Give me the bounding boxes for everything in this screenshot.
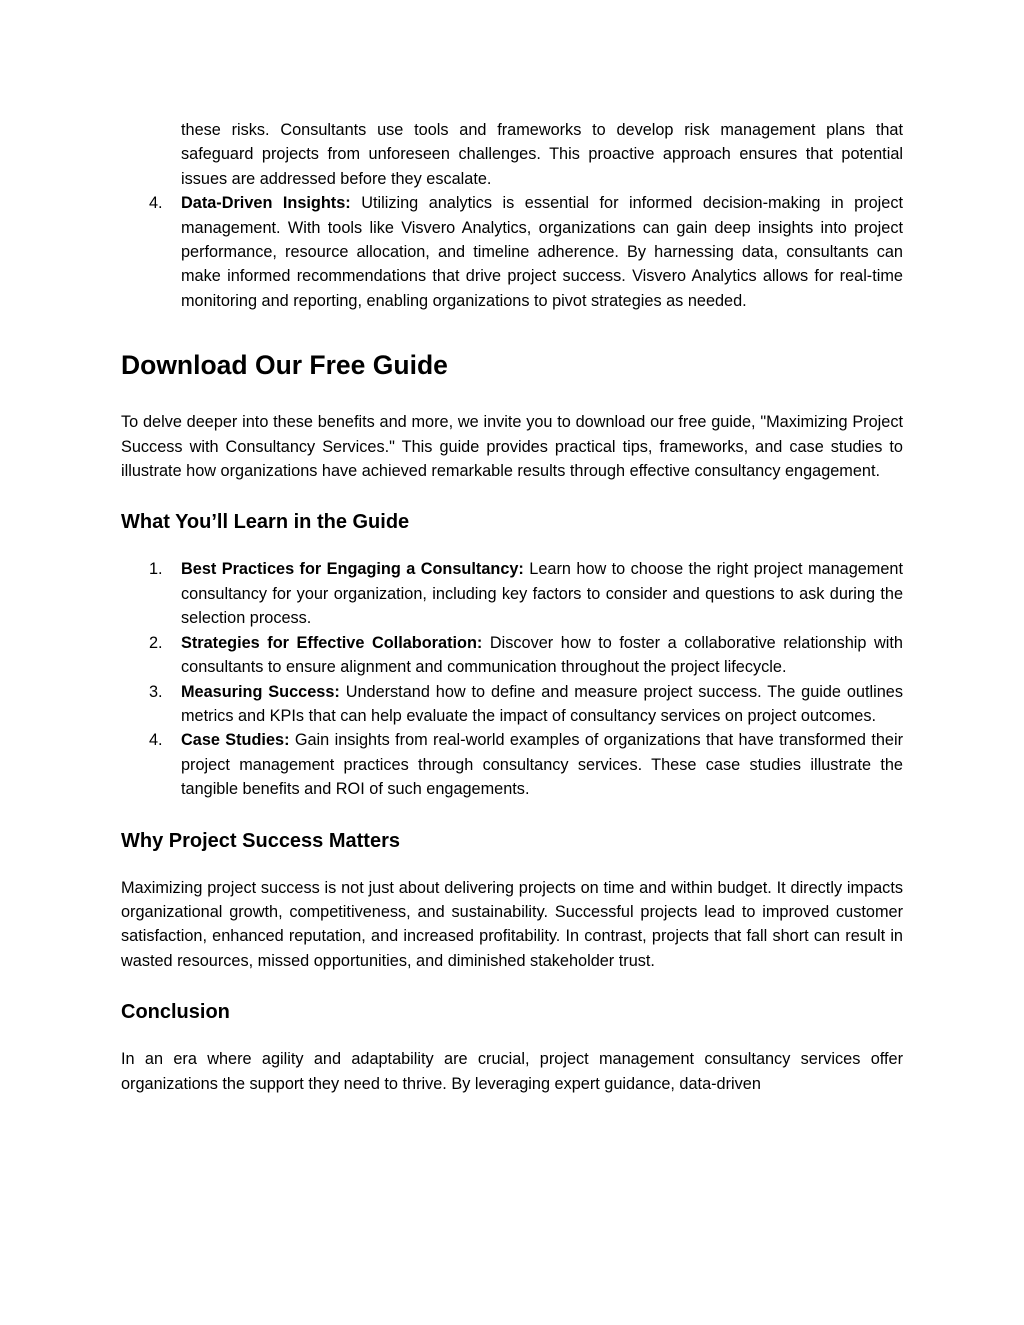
list-item-text: Learn how to choose the right project management consultancy for your organization, including key factors to consider and questions to ask during the selection process.: [181, 560, 904, 628]
list-number: 1.: [149, 560, 163, 579]
list-item-text: Understand how to define and measure project success. The guide outlines metrics and KPIs that can help evaluate the impact of consultancy services on project outcomes.: [181, 682, 903, 725]
list-item: [121, 191, 903, 313]
list-number: 2.: [149, 633, 163, 652]
document-page: [121, 118, 903, 1096]
learn-list: [121, 557, 903, 801]
list-item-term: Data-Driven Insights:: [181, 194, 351, 213]
list-item-term: Case Studies:: [181, 731, 290, 750]
list-number: 4.: [149, 194, 163, 213]
list-number: 3.: [149, 682, 163, 701]
list-item-text: Discover how to foster a collaborative relationship with consultants to ensure alignment and communication throughout the project lifecycle.: [181, 633, 903, 677]
list-item: [121, 728, 903, 801]
list-item-continuation: these risks. Consultants use tools and frameworks to develop risk management plans that safeguard projects from unforeseen challenges. This proactive approach ensures that potential issues are addressed before they escalate.: [181, 121, 903, 188]
list-item-term: Best Practices for Engaging a Consultancy:: [181, 560, 524, 579]
learn-heading: What You’ll Learn in the Guide: [121, 511, 410, 534]
list-item: [121, 680, 903, 729]
list-item-term: Strategies for Effective Collaboration:: [181, 633, 483, 652]
list-item: [121, 631, 903, 680]
list-item-text: Gain insights from real-world examples of organizations that have transformed their project management practices through consultancy services. These case studies illustrate the tangible benefits and ROI of such engagements.: [181, 731, 903, 799]
why-heading: Why Project Success Matters: [121, 829, 400, 852]
conclusion-paragraph: In an era where agility and adaptability are crucial, project management consultancy services offer organizations the support they need to thrive. By leveraging expert guidance, data-driven: [121, 1050, 903, 1093]
list-item-term: Measuring Success:: [181, 682, 340, 701]
list-item-text: Utilizing analytics is essential for informed decision-making in project management. With tools like Visvero Analytics, organizations can gain deep insights into project performance, resource allocation, and timeline adherence. By harnessing data, consultants can make informed recommendations that drive project success. Visvero Analytics allows for real-time monitoring and reporting, enabling organizations to pivot strategies as needed.: [181, 194, 903, 310]
list-item: [121, 557, 903, 630]
benefits-list: [121, 191, 903, 313]
download-heading: Download Our Free Guide: [121, 350, 448, 381]
list-number: 4.: [149, 731, 163, 750]
why-paragraph: Maximizing project success is not just about delivering projects on time and within budget. It directly impacts organizational growth, competitiveness, and sustainability. Successful projects lead to improved customer satisfaction, enhanced reputation, and increased profitability. In contrast, projects that fall short can result in wasted resources, missed opportunities, and diminished stakeholder trust.: [121, 878, 903, 970]
download-paragraph: To delve deeper into these benefits and more, we invite you to download our free guide, "Maximizing Project Success with Consultancy Services." This guide provides practical tips, frameworks, and case studies to illustrate how organizations have achieved remarkable results through effective consultancy engagement.: [121, 413, 903, 481]
conclusion-heading: Conclusion: [121, 1001, 230, 1024]
